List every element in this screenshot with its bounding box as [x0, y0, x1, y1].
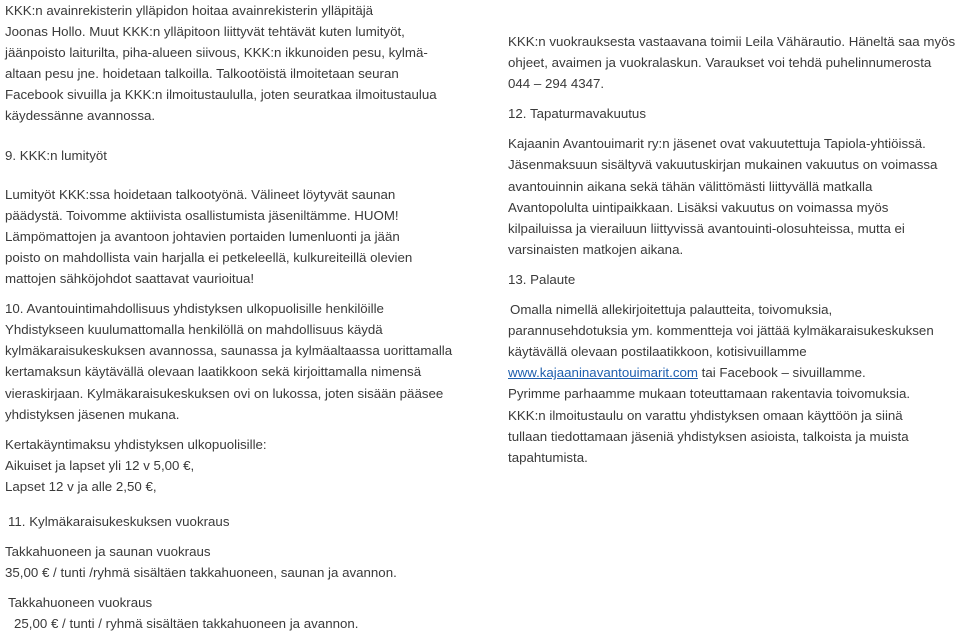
- text-line: käydessänne avannossa.: [5, 108, 156, 124]
- text-line: ohjeet, avaimen ja vuokralaskun. Varaukset voi tehdä puhelinnumerosta: [508, 55, 932, 71]
- rent-sauna-title: Takkahuoneen ja saunan vuokraus: [5, 544, 211, 560]
- text-line: käytävällä olevaan postilaatikkoon, kotisivuillamme: [508, 344, 807, 360]
- section-heading-12: 12. Tapaturmavakuutus: [508, 106, 646, 122]
- right-column: [508, 31, 958, 468]
- section-heading-10: 10. Avantouintimahdollisuus yhdistyksen ulkopuolisille henkilöille: [5, 301, 384, 317]
- rent-room-price: 25,00 € / tunti / ryhmä sisältäen takkahuoneen ja avannon.: [14, 616, 359, 632]
- text-line: tullaan tiedottamaan jäseniä yhdistyksen asioista, talkoista ja muista: [508, 428, 909, 444]
- text-line: yhdistyksen jäsenen mukana.: [5, 406, 180, 422]
- text-line: avantouinnin aikana sekä tähän välittömästi liittyvällä matkalla: [508, 178, 873, 194]
- text-line: KKK:n avainrekisterin ylläpidon hoitaa avainrekisterin ylläpitäjä: [5, 3, 374, 18]
- rent-sauna-price: 35,00 € / tunti /ryhmä sisältäen takkahuoneen, saunan ja avannon.: [5, 565, 397, 581]
- text-line: Avantopolulta uintipaikkaan. Lisäksi vakuutus on voimassa myös: [508, 199, 889, 215]
- fee-child: Lapset 12 v ja alle 2,50 €,: [5, 478, 157, 494]
- text-line: Lumityöt KKK:ssa hoidetaan talkootyönä. Välineet löytyvät saunan: [5, 186, 396, 202]
- website-link[interactable]: www.kajaaninavantouimarit.com: [508, 365, 698, 381]
- text-line: jäänpoisto laiturilta, piha-alueen siivous, KKK:n ikkunoiden pesu, kylmä-: [5, 45, 428, 61]
- section-heading-11: 11. Kylmäkaraisukeskuksen vuokraus: [8, 513, 230, 529]
- left-column: [5, 0, 483, 634]
- rent-room-title: Takkahuoneen vuokraus: [8, 595, 153, 611]
- text-line: altaan pesu jne. hoidetaan talkoilla. Talkootöistä ilmoitetaan seuran: [5, 66, 399, 82]
- text-line: kylmäkaraisukeskuksen avannossa, saunassa ja kylmäaltaassa uorittamalla: [5, 343, 453, 359]
- text-line: Jäsenmaksuun sisältyvä vakuutuskirjan mukainen vakuutus on voimassa: [508, 157, 938, 173]
- website-suffix: tai Facebook – sivuillamme.: [697, 365, 866, 381]
- text-line: Lämpömattojen ja avantoon johtavien portaiden lumenluonti ja jään: [5, 228, 400, 244]
- phone-number: 044 – 294 4347.: [508, 76, 605, 92]
- text-line: Omalla nimellä allekirjoitettuja palautteita, toivomuksia,: [510, 302, 833, 318]
- text-line: päädystä. Toivomme aktiivista osallistumista jäseniltämme. HUOM!: [5, 207, 399, 223]
- text-line: mattojen sähköjohdot saattavat vaurioitua!: [5, 271, 255, 287]
- section-heading-9: 9. KKK:n lumityöt: [5, 147, 107, 163]
- text-line: Facebook sivuilla ja KKK:n ilmoitustaululla, joten seuratkaa ilmoitustaulua: [5, 87, 437, 103]
- text-line: varsinaisten matkojen aikana.: [508, 241, 684, 257]
- fee-adult: Aikuiset ja lapset yli 12 v 5,00 €,: [5, 457, 195, 473]
- text-line: Pyrimme parhaamme mukaan toteuttamaan rakentavia toivomuksia.: [508, 386, 911, 402]
- text-line: Yhdistykseen kuulumattomalla henkilöllä on mahdollisuus käydä: [5, 322, 383, 338]
- text-line: kilpailuissa ja vierailuun liittyvissä avantouinti-olosuhteissa, mutta ei: [508, 220, 905, 236]
- text-line: kertamaksun käytävällä olevaan laatikkoon sekä kirjoittamalla nimensä: [5, 364, 422, 380]
- fee-title: Kertakäyntimaksu yhdistyksen ulkopuolisille:: [5, 436, 267, 452]
- website-line: [508, 362, 958, 383]
- text-line: KKK:n ilmoitustaulu on varattu yhdistyksen omaan käyttöön ja siinä: [508, 407, 903, 423]
- section-heading-13: 13. Palaute: [508, 271, 576, 287]
- text-line: KKK:n vuokrauksesta vastaavana toimii Leila Vähärautio. Häneltä saa myös: [508, 34, 956, 49]
- text-line: tapahtumista.: [508, 449, 588, 465]
- text-line: parannusehdotuksia ym. kommentteja voi jättää kylmäkaraisukeskuksen: [508, 323, 934, 339]
- text-line: Kajaanin Avantouimarit ry:n jäsenet ovat vakuutettuja Tapiola-yhtiöissä.: [508, 136, 926, 152]
- text-line: vieraskirjaan. Kylmäkaraisukeskuksen ovi on lukossa, joten sisään pääsee: [5, 385, 444, 401]
- text-line: Joonas Hollo. Muut KKK:n ylläpitoon liittyvät tehtävät kuten lumityöt,: [5, 24, 405, 40]
- text-line: poisto on mahdollista vain harjalla ei petkeleellä, kulkureiteillä olevien: [5, 249, 413, 265]
